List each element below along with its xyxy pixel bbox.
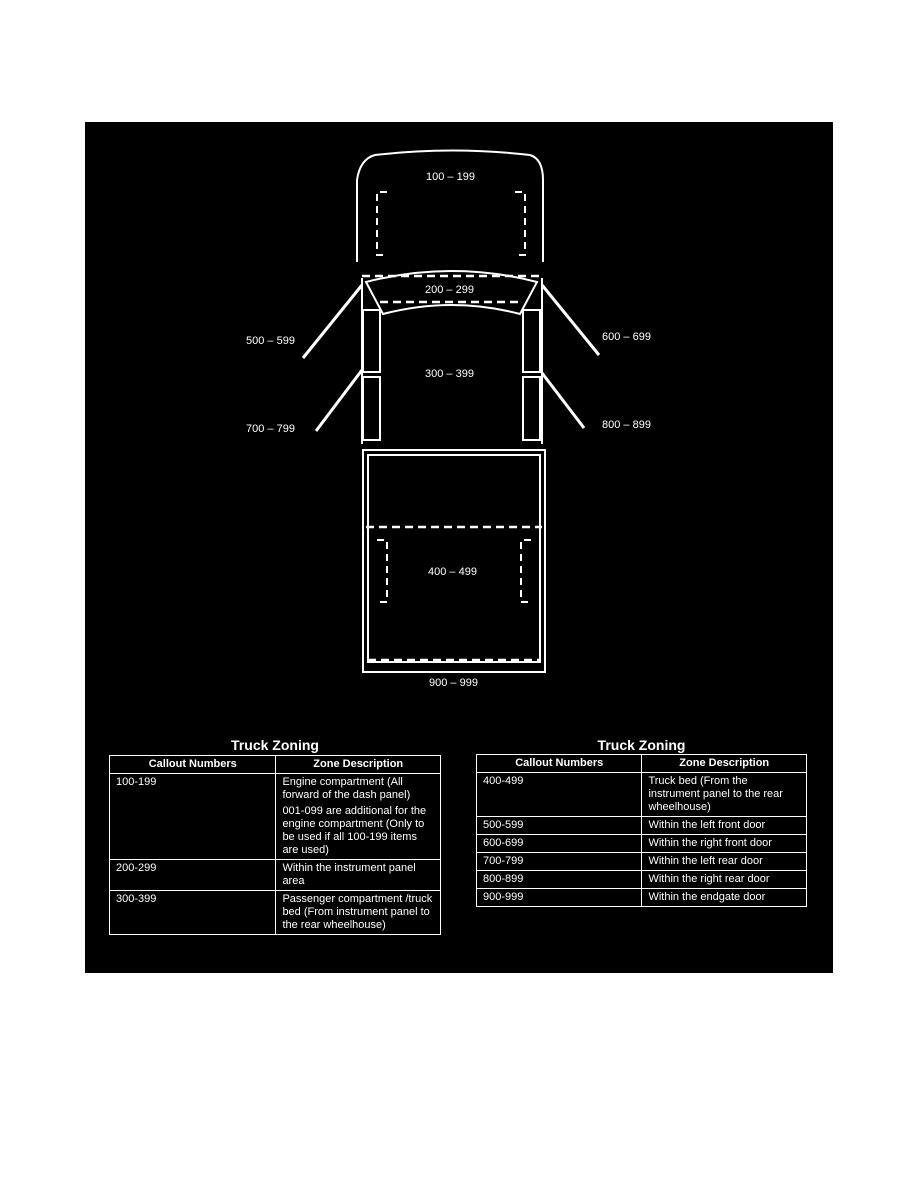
- callout-cell: 100-199: [110, 774, 276, 860]
- bed-corner-left: [377, 540, 387, 602]
- table-right-header: [477, 755, 807, 773]
- header-callout-numbers: Callout Numbers: [477, 755, 642, 773]
- table-row: [110, 774, 441, 860]
- callout-cell: 700-799: [477, 853, 642, 871]
- table-row: [110, 860, 441, 891]
- leader-600: [542, 285, 599, 355]
- zone-label-700: 700 – 799: [246, 423, 295, 435]
- leader-700: [316, 370, 362, 431]
- header-zone-description: Zone Description: [276, 756, 441, 774]
- table-left: [109, 755, 441, 935]
- table-row: [110, 891, 441, 935]
- description-cell: Passenger compartment /truck bed (From instrument panel to the rear wheelhouse): [276, 891, 441, 935]
- zone-label-600: 600 – 699: [602, 331, 651, 343]
- header-zone-description: Zone Description: [642, 755, 807, 773]
- diagram-panel: [85, 122, 833, 973]
- bed-corner-right: [521, 540, 531, 602]
- table-row: [477, 871, 807, 889]
- zone-label-400: 400 – 499: [428, 566, 477, 578]
- table-row: [477, 773, 807, 817]
- callout-cell: 800-899: [477, 871, 642, 889]
- zone-label-100: 100 – 199: [426, 171, 475, 183]
- door-left-rear: [363, 377, 380, 440]
- door-right-rear: [523, 377, 540, 440]
- table-right: [476, 754, 807, 907]
- table-right-title: Truck Zoning: [597, 737, 686, 753]
- description-cell: [276, 774, 441, 860]
- engine-corner-right: [515, 192, 525, 255]
- description-cell: Within the endgate door: [642, 889, 807, 907]
- hood-outline: [357, 151, 543, 263]
- table-row: [477, 817, 807, 835]
- zone-label-900: 900 – 999: [429, 677, 478, 689]
- description-text: Engine compartment (All forward of the dash panel): [282, 776, 411, 801]
- callout-cell: 400-499: [477, 773, 642, 817]
- truck-bed-inner: [368, 455, 540, 662]
- zone-label-300: 300 – 399: [425, 368, 474, 380]
- table-left-title: Truck Zoning: [231, 737, 319, 753]
- door-left-front: [363, 310, 380, 372]
- description-cell: Within the left front door: [642, 817, 807, 835]
- truck-zoning-diagram: [85, 122, 833, 722]
- table-row: [477, 835, 807, 853]
- callout-cell: 900-999: [477, 889, 642, 907]
- engine-corner-left: [377, 192, 387, 255]
- leader-800: [542, 373, 584, 428]
- door-right-front: [523, 310, 540, 372]
- description-cell: Truck bed (From the instrument panel to the rear wheelhouse): [642, 773, 807, 817]
- table-row: [477, 853, 807, 871]
- description-cell: Within the instrument panel area: [276, 860, 441, 891]
- header-callout-numbers: Callout Numbers: [110, 756, 276, 774]
- description-cell: Within the left rear door: [642, 853, 807, 871]
- leader-500: [303, 285, 362, 358]
- callout-cell: 200-299: [110, 860, 276, 891]
- zone-label-200: 200 – 299: [425, 284, 474, 296]
- description-note: 001-099 are additional for the engine compartment (Only to be used if all 100-199 items are used): [282, 805, 427, 856]
- truck-bed-outer: [363, 450, 545, 672]
- description-cell: Within the right front door: [642, 835, 807, 853]
- zone-label-800: 800 – 899: [602, 419, 651, 431]
- table-left-header: [110, 756, 441, 774]
- callout-cell: 500-599: [477, 817, 642, 835]
- zone-label-500: 500 – 599: [246, 335, 295, 347]
- table-row: [477, 889, 807, 907]
- callout-cell: 600-699: [477, 835, 642, 853]
- callout-cell: 300-399: [110, 891, 276, 935]
- description-cell: Within the right rear door: [642, 871, 807, 889]
